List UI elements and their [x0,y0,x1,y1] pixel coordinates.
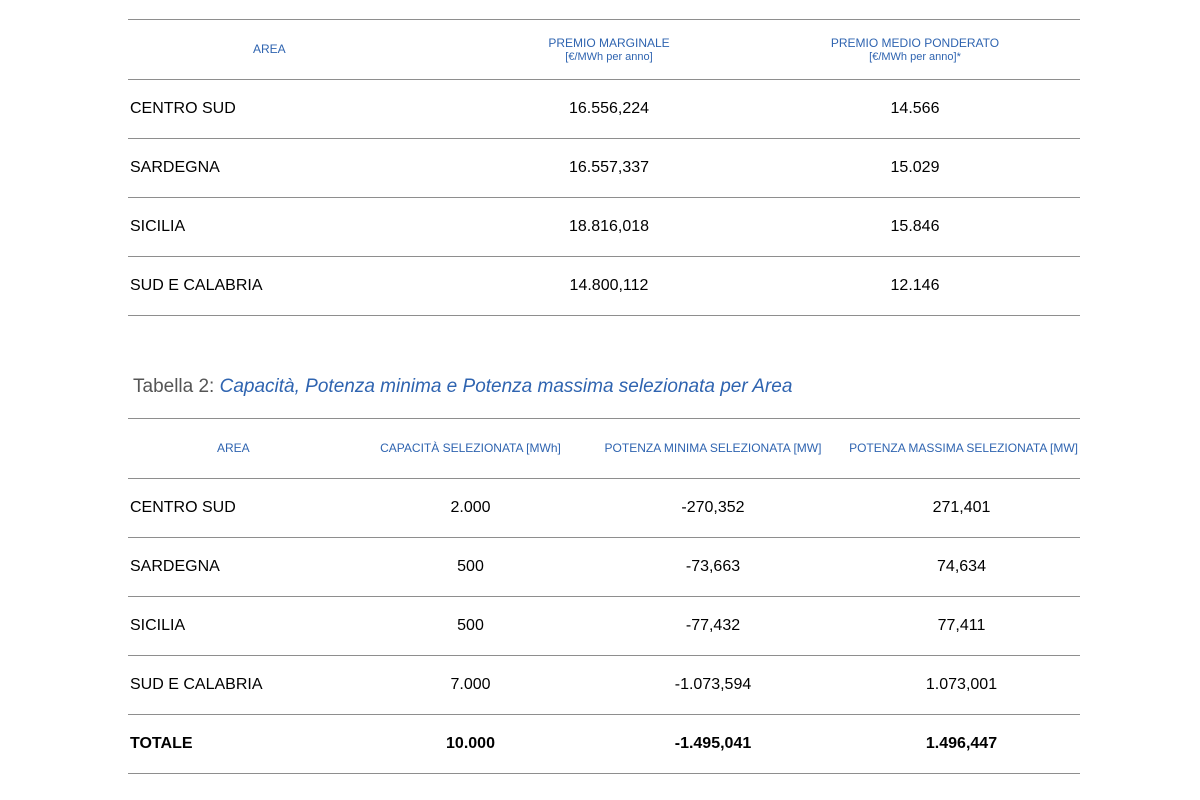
table-row [128,656,1080,715]
max-power-cell: 1.073,001 [833,656,1080,715]
total-min-power-cell: -1.495,041 [593,715,833,774]
marginal-cell: 16.557,337 [413,139,735,198]
header-capacity: CAPACITÀ SELEZIONATA [MWh] [338,419,593,479]
area-cell: SARDEGNA [128,538,338,597]
min-power-cell: -73,663 [593,538,833,597]
header-marginal-premium [413,20,735,80]
capacity-cell: 2.000 [338,479,593,538]
area-cell: SARDEGNA [128,139,413,198]
table-row [128,80,1080,139]
total-capacity-cell: 10.000 [338,715,593,774]
area-cell: CENTRO SUD [128,80,413,139]
max-power-cell: 77,411 [833,597,1080,656]
premium-table-header [128,20,1080,80]
header-weighted-premium [735,20,1080,80]
area-cell: SICILIA [128,198,413,257]
capacity-cell: 7.000 [338,656,593,715]
table-caption [133,376,792,398]
marginal-cell: 14.800,112 [413,257,735,316]
min-power-cell: -77,432 [593,597,833,656]
area-cell: SICILIA [128,597,338,656]
min-power-cell: -1.073,594 [593,656,833,715]
caption-prefix: Tabella 2: [133,376,220,397]
total-label: TOTALE [128,715,338,774]
table-row [128,479,1080,538]
total-max-power-cell: 1.496,447 [833,715,1080,774]
table-row [128,198,1080,257]
header-weighted-unit: [€/MWh per anno]* [869,50,961,63]
capacity-table [128,418,1080,774]
marginal-cell: 18.816,018 [413,198,735,257]
capacity-cell: 500 [338,538,593,597]
area-cell: SUD E CALABRIA [128,257,413,316]
header-area: AREA [128,20,413,80]
weighted-cell: 14.566 [735,80,1080,139]
weighted-cell: 15.846 [735,198,1080,257]
header-marginal-unit: [€/MWh per anno] [565,50,653,63]
header-marginal-label: PREMIO MARGINALE [548,35,670,50]
min-power-cell: -270,352 [593,479,833,538]
header-max-power: POTENZA MASSIMA SELEZIONATA [MW] [833,419,1080,479]
table-row [128,257,1080,316]
header-area: AREA [128,419,338,479]
max-power-cell: 271,401 [833,479,1080,538]
marginal-cell: 16.556,224 [413,80,735,139]
max-power-cell: 74,634 [833,538,1080,597]
capacity-table-header [128,419,1080,479]
capacity-cell: 500 [338,597,593,656]
area-cell: CENTRO SUD [128,479,338,538]
table-row [128,139,1080,198]
header-min-power: POTENZA MINIMA SELEZIONATA [MW] [593,419,833,479]
total-row [128,715,1080,774]
premium-table [128,19,1080,316]
caption-title: Capacità, Potenza minima e Potenza massima selezionata per Area [219,376,793,397]
header-weighted-label: PREMIO MEDIO PONDERATO [830,35,1000,50]
weighted-cell: 12.146 [735,257,1080,316]
table-row [128,538,1080,597]
area-cell: SUD E CALABRIA [128,656,338,715]
weighted-cell: 15.029 [735,139,1080,198]
table-row [128,597,1080,656]
